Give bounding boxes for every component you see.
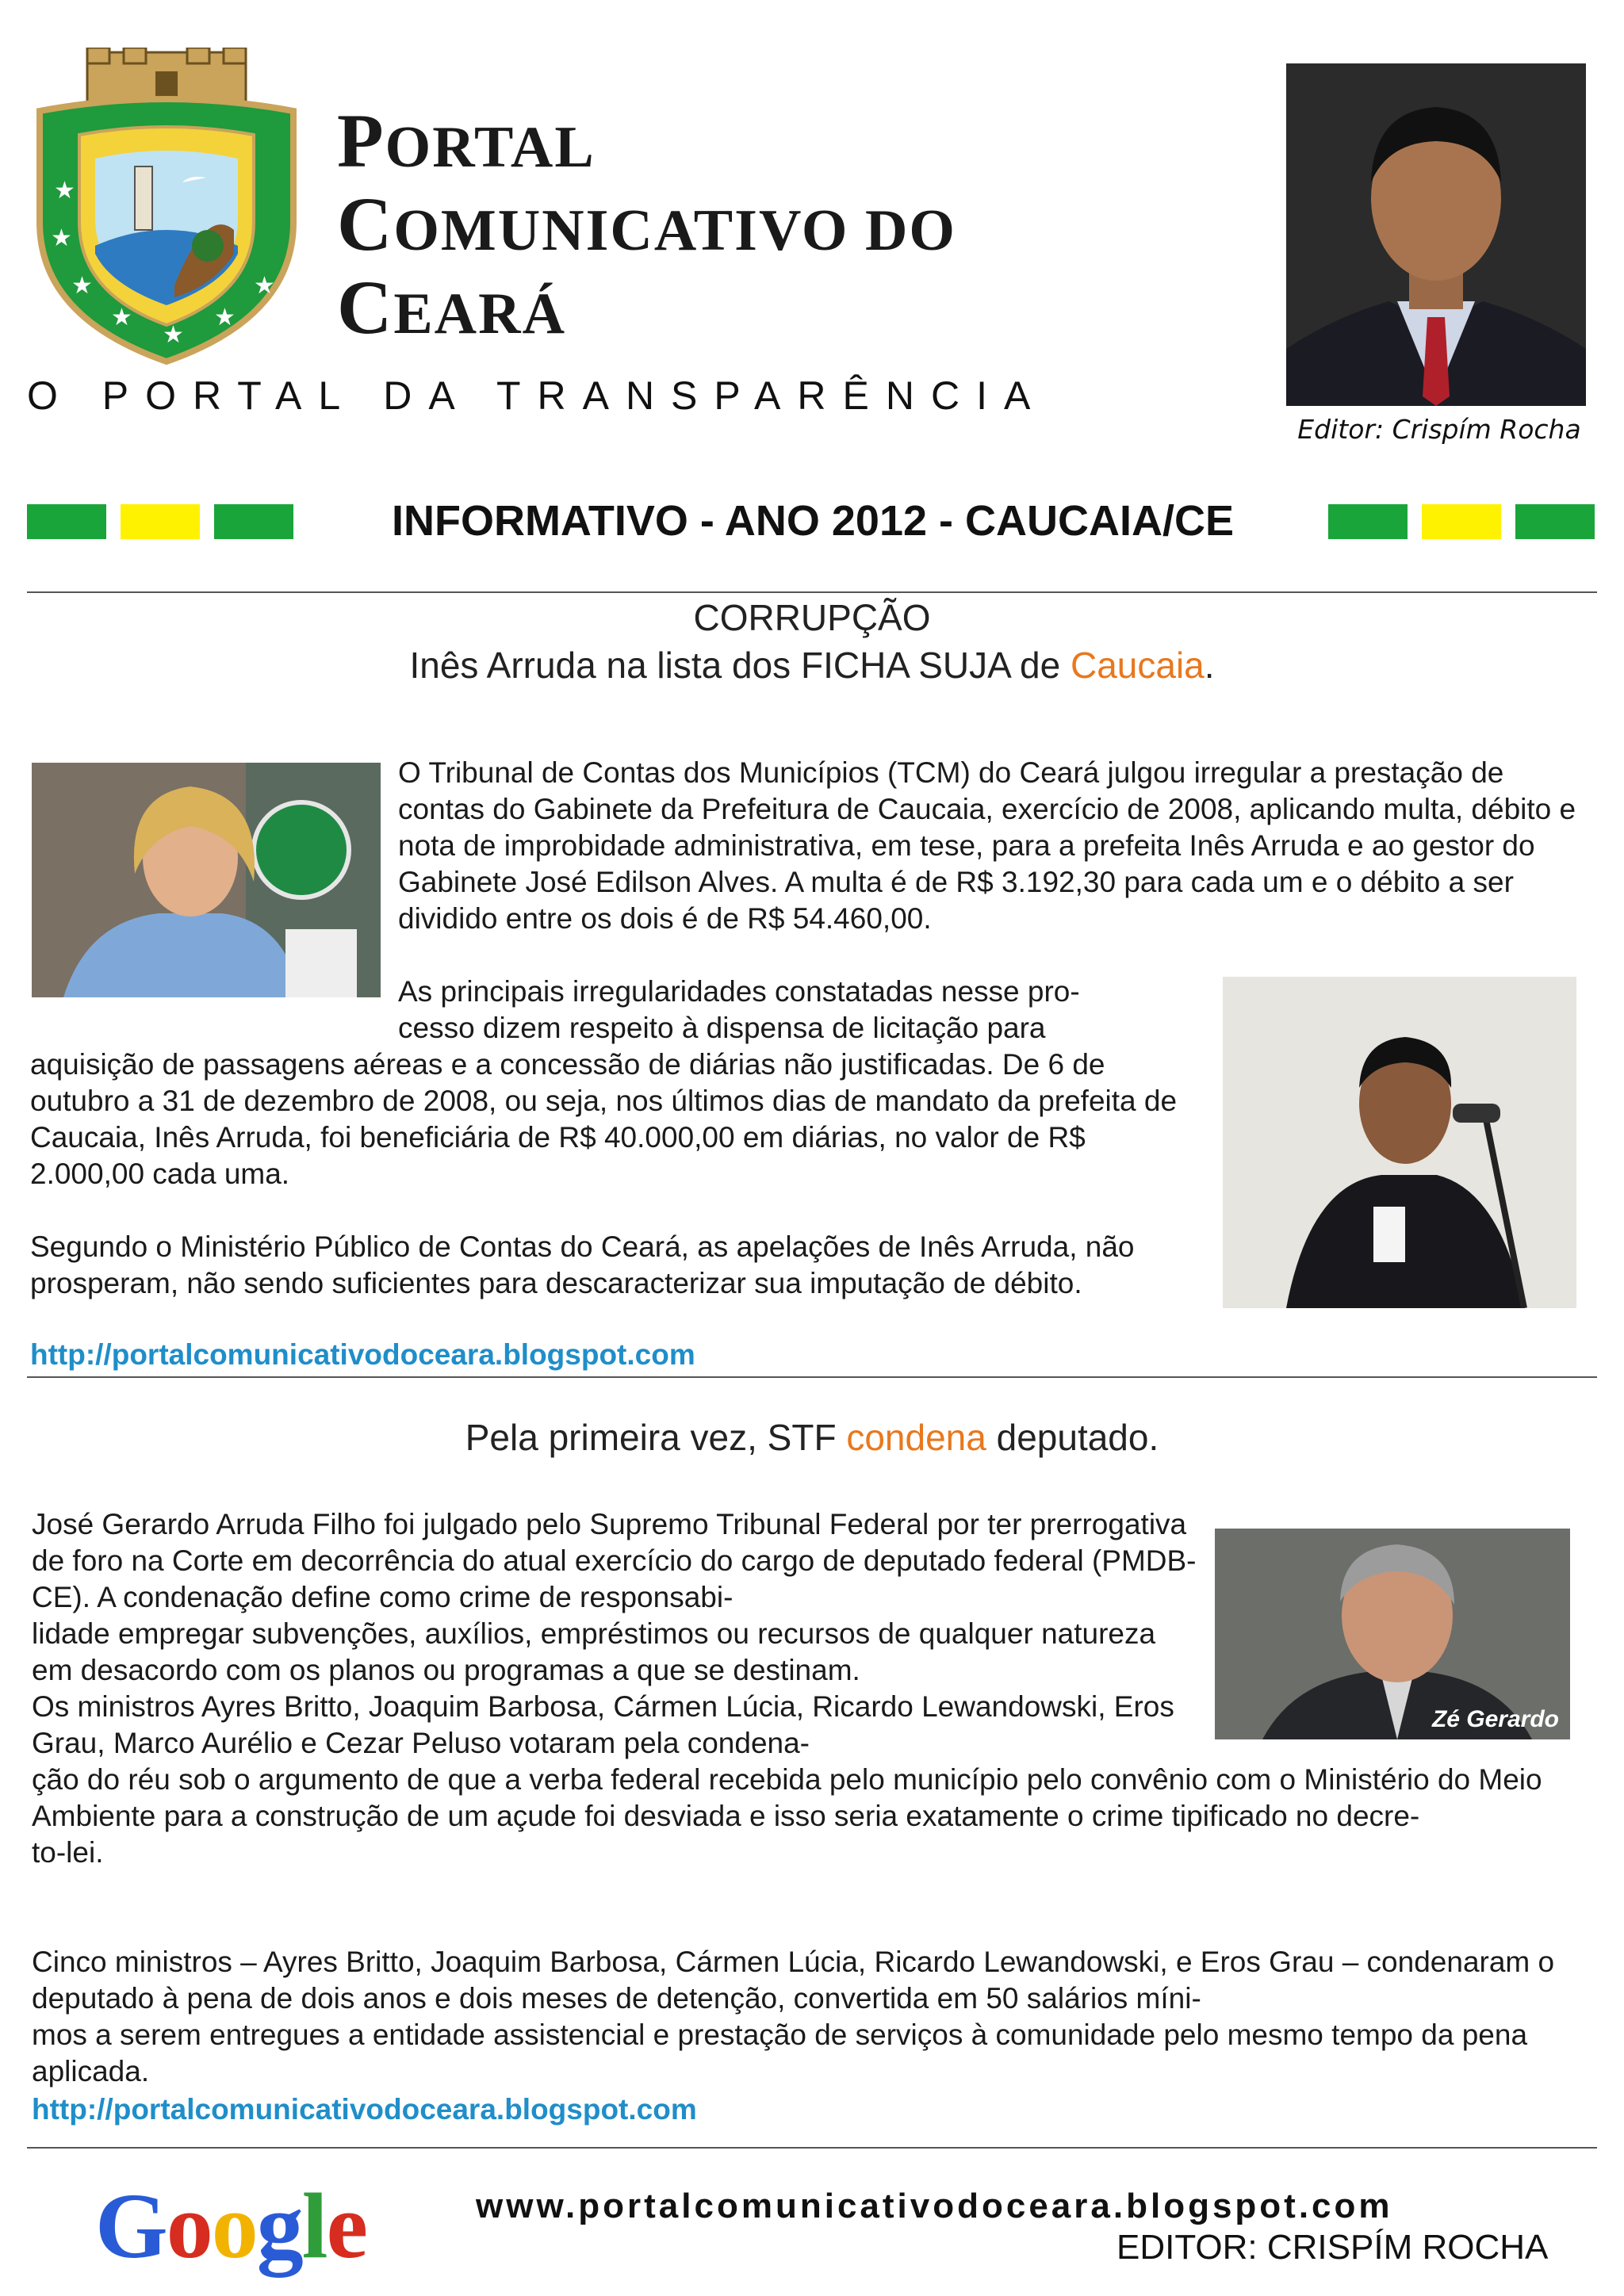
article2-blog-link[interactable]: http://portalcomunicativodoceara.blogspot.com (32, 2093, 697, 2126)
banner-flag-yellow-right (1422, 504, 1501, 539)
banner-title: INFORMATIVO - ANO 2012 - CAUCAIA/CE (391, 497, 1235, 545)
portal-title-line-2: COMUNICATIVO DO (337, 182, 956, 266)
footer-editor: EDITOR: CRISPÍM ROCHA (1116, 2228, 1549, 2267)
google-letter-0: G (95, 2174, 167, 2278)
footer-url[interactable]: www.portalcomunicativodoceara.blogspot.com (476, 2187, 1393, 2225)
google-letter-1: o (166, 2174, 212, 2278)
divider-top (27, 591, 1597, 593)
google-letter-2: o (211, 2174, 257, 2278)
banner-flag-green-left-1 (27, 504, 106, 539)
svg-text:★: ★ (54, 178, 75, 204)
portal-title-line-1: PORTAL (337, 98, 596, 183)
banner-flag-green-right-1 (1328, 504, 1408, 539)
ceara-coat-of-arms-logo (24, 48, 309, 365)
editor-caption: Editor: Crispím Rocha (1297, 414, 1581, 445)
article1-blog-link[interactable]: http://portalcomunicativodoceara.blogspot.com (30, 1338, 695, 1371)
google-letter-5: e (326, 2174, 366, 2278)
speaker-microphone-photo (1223, 977, 1576, 1308)
article2-headline: Pela primeira vez, STF condena deputado. (465, 1417, 1159, 1458)
article1-headline: Inês Arruda na lista dos FICHA SUJA de Caucaia. (409, 645, 1215, 686)
banner-flag-green-right-2 (1515, 504, 1595, 539)
article1-paragraph-2: aquisição de passagens aéreas e a concessão de diárias não justificadas. De 6 de outubro a 31 de dezembro de 2008, ou seja, nos últimos dias de mandato da prefeita de Caucaia, Inês Arruda, foi beneficiária de R$ 40.000,00 em diárias, no valor de R$ 2.000,00 cada uma. (30, 1048, 1178, 1190)
svg-text:★: ★ (51, 225, 72, 251)
banner-flag-green-left-2 (214, 504, 293, 539)
article2-headline-accent: condena (846, 1417, 986, 1458)
banner-flag-yellow-left (121, 504, 200, 539)
article1-paragraph-2-indent: As principais irregularidades constatadas nesse pro- cesso dizem respeito à dispensa de licitação para (398, 975, 1080, 1044)
svg-text:★: ★ (71, 273, 93, 299)
google-letter-4: l (301, 2174, 327, 2278)
svg-text:★: ★ (214, 304, 236, 331)
ze-gerardo-photo-caption: Zé Gerardo (1431, 1706, 1559, 1732)
portal-slogan: O PORTAL DA TRANSPARÊNCIA (27, 373, 1048, 418)
article2-paragraph-2: Cinco ministros – Ayres Britto, Joaquim Barbosa, Cármen Lúcia, Ricardo Lewandowski, e Eros Grau – condenaram o deputado à pena de dois anos e dois meses de detenção, convertida em 50 salários míni- mos a serem entregues a entidade assistencial e prestação de serviços à comunidade pelo mesmo tempo da pena aplicada. (32, 1946, 1555, 2087)
article1-paragraph-1: O Tribunal de Contas dos Municípios (TCM) do Ceará julgou irregular a prestação de contas do Gabinete da Prefeitura de Caucaia, exercício de 2008, aplicando multa, débito e nota de improbidade administrativa, em tese, para a prefeita Inês Arruda e ao gestor do Gabinete José Edilson Alves. A multa é de R$ 3.192,30 para cada um e o débito a ser dividido entre os dois é de R$ 54.460,00. (398, 756, 1576, 935)
article1-headline-accent: Caucaia (1070, 645, 1205, 686)
article1-paragraph-3: Segundo o Ministério Público de Contas do Ceará, as apelações de Inês Arruda, não prosperam, não sendo suficientes para descaracterizar sua imputação de débito. (30, 1230, 1135, 1299)
ines-arruda-photo (32, 763, 381, 997)
portal-title-line-3: CEARÁ (337, 265, 567, 350)
article1-kicker: CORRUPÇÃO (693, 597, 931, 638)
divider-middle (27, 1376, 1597, 1378)
divider-bottom (27, 2147, 1597, 2149)
svg-text:★: ★ (111, 304, 132, 331)
google-letter-3: g (256, 2174, 302, 2278)
editor-photo (1286, 63, 1586, 406)
article2-paragraph-1: José Gerardo Arruda Filho foi julgado pelo Supremo Tribunal Federal por ter prerrogativa de foro na Corte em decorrência do atual exercício do cargo de deputado federal (PMDB-CE). A condenação define como crime de responsabi- lidade empregar subvenções, auxílios, empréstimos ou recursos de qualquer natureza em desacordo com os planos ou programas a que se destinam. Os ministros Ayres Britto, Joaquim Barbosa, Cármen Lúcia, Ricardo Lewandowski, Eros Grau, Marco Aurélio e Cezar Peluso votaram pela condena- (32, 1508, 1197, 1759)
article2-paragraph-1-continued: ção do réu sob o argumento de que a verba federal recebida pelo município pelo convênio com o Ministério do Meio Ambiente para a construção de um açude foi desviada e isso seria exatamente o crime tipificado no decre- to-lei. (32, 1763, 1542, 1869)
ze-gerardo-photo (1215, 1529, 1570, 1739)
svg-text:★: ★ (254, 273, 275, 299)
svg-text:★: ★ (163, 322, 184, 348)
google-logo (95, 2172, 366, 2280)
